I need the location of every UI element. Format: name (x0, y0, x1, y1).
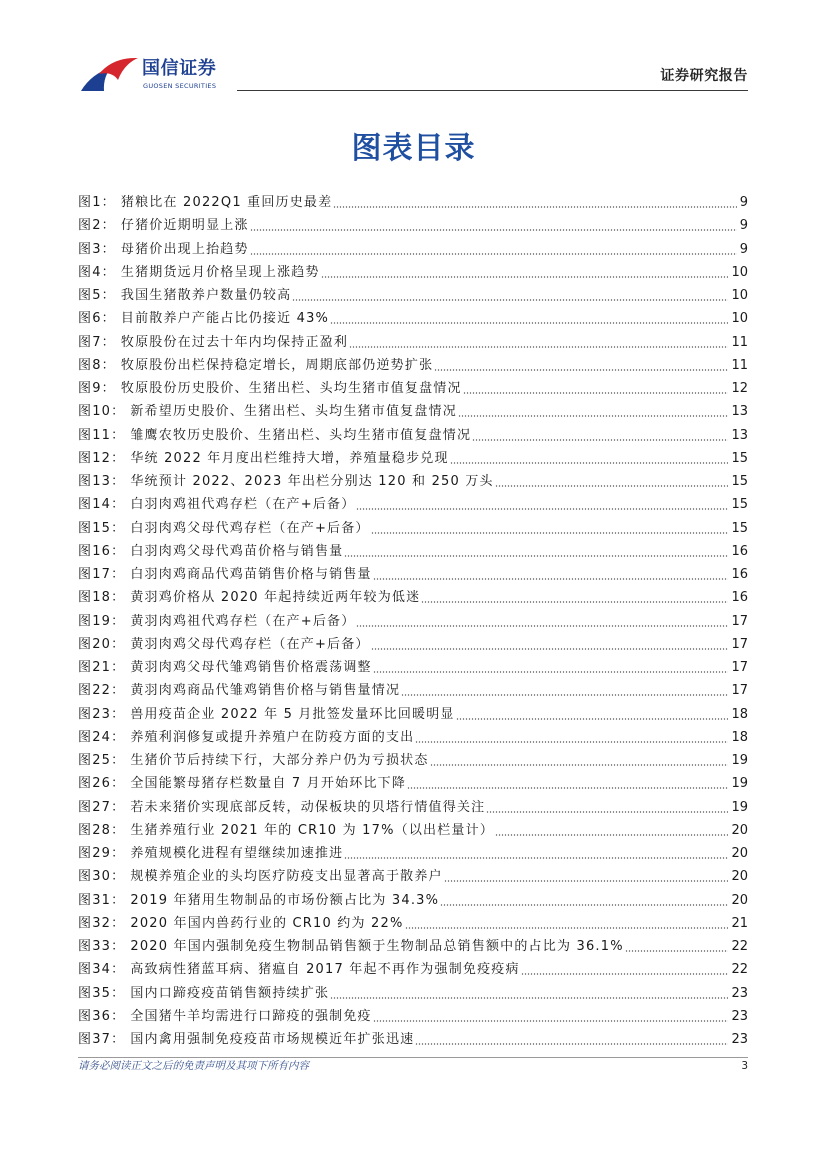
toc-entry[interactable] (78, 563, 748, 586)
toc-entry-dot-leader (405, 927, 729, 929)
toc-entry-page: 23 (731, 1008, 748, 1024)
toc-entry-dot-leader (250, 229, 737, 231)
toc-entry-label: 图28： (78, 822, 126, 838)
toc-entry-title: 黄羽肉鸡商品代雏鸡销售价格与销售量情况 (130, 683, 401, 699)
toc-entry-dot-leader (521, 973, 729, 975)
toc-entry[interactable] (78, 749, 748, 772)
toc-entry-title: 国内口蹄疫疫苗销售额持续扩张 (130, 985, 330, 1001)
toc-title: 图表目录 (351, 131, 476, 166)
toc-entry-title: 若未来猪价实现底部反转，动保板块的贝塔行情值得关注 (130, 799, 486, 815)
toc-entry-dot-leader (472, 439, 728, 441)
toc-entry[interactable] (78, 772, 748, 795)
toc-entry[interactable] (78, 1005, 748, 1028)
guosen-logo-icon (80, 57, 138, 92)
toc-entry[interactable] (78, 633, 748, 656)
toc-entry-dot-leader (625, 950, 729, 952)
toc-entry-label: 图20： (78, 636, 126, 652)
toc-entry-page: 19 (731, 799, 748, 815)
toc-entry-label: 图3： (78, 241, 116, 257)
toc-entry-title: 白羽肉鸡商品代鸡苗销售价格与销售量 (130, 567, 372, 582)
toc-entry-dot-leader (430, 764, 729, 766)
toc-entry[interactable] (78, 331, 748, 354)
toc-entry[interactable] (78, 819, 748, 842)
toc-entry-dot-leader (373, 671, 729, 673)
toc-entry[interactable] (78, 238, 748, 261)
toc-entry-dot-leader (486, 811, 728, 813)
toc-entry-page: 21 (731, 915, 748, 931)
toc-entry-page: 13 (731, 404, 748, 420)
toc-entry-label: 图6： (78, 311, 116, 327)
toc-entry-dot-leader (292, 299, 728, 301)
toc-entry-dot-leader (456, 718, 729, 720)
toc-entry-page: 22 (731, 939, 748, 954)
toc-entry[interactable] (78, 982, 748, 1005)
toc-entry-label: 图32： (78, 915, 126, 931)
toc-entry-label: 图30： (78, 869, 126, 885)
toc-entry-title: 猪粮比在 2022Q1 重回历史最差 (120, 195, 333, 210)
toc-entry-page: 19 (731, 753, 748, 768)
toc-entry-title: 2020 年国内兽药行业的 CR10 约为 22% (130, 915, 404, 931)
toc-entry-title: 华统 2022 年月度出栏维持大增，养殖量稳步兑现 (130, 450, 449, 466)
toc-entry-title: 黄羽鸡价格从 2020 年起持续近两年较为低迷 (130, 590, 421, 606)
footer-page-number: 3 (741, 1060, 748, 1072)
toc-entry-title: 高致病性猪蓝耳病、猪瘟自 2017 年起不再作为强制免疫疫病 (130, 962, 520, 978)
toc-entry-dot-leader (356, 508, 728, 510)
toc-entry[interactable] (78, 307, 748, 330)
toc-entry-title: 2019 年猪用生物制品的市场份额占比为 34.3% (130, 892, 440, 908)
toc-entry-title: 生猪养殖行业 2021 年的 CR10 为 17%（以出栏量计） (130, 822, 495, 838)
toc-entry[interactable] (78, 377, 748, 400)
toc-entry-dot-leader (371, 648, 729, 650)
toc-entry-dot-leader (495, 834, 728, 836)
toc-entry[interactable] (78, 214, 748, 237)
toc-entry[interactable] (78, 191, 748, 214)
toc-entry[interactable] (78, 261, 748, 284)
toc-entry-page: 20 (731, 822, 748, 838)
toc-entry-title: 目前散养户产能占比仍接近 43% (120, 311, 330, 327)
toc-entry-title: 全国猪牛羊均需进行口蹄疫的强制免疫 (130, 1008, 372, 1024)
toc-entry-dot-leader (321, 276, 729, 278)
toc-entry-page: 22 (731, 962, 748, 978)
toc-entry[interactable] (78, 540, 748, 563)
toc-entry-page: 17 (731, 660, 748, 675)
toc-entry-title: 养殖规模化进程有望继续加速推进 (130, 846, 344, 861)
toc-entry-dot-leader (463, 392, 729, 394)
toc-entry-title: 我国生猪散养户数量仍较高 (120, 288, 292, 303)
toc-entry[interactable] (78, 470, 748, 493)
toc-entry-page: 17 (731, 683, 748, 699)
toc-entry[interactable] (78, 865, 748, 888)
toc-entry-page: 17 (731, 636, 748, 652)
toc-entry-label: 图18： (78, 590, 126, 606)
toc-entry[interactable] (78, 958, 748, 981)
toc-entry-label: 图36： (78, 1008, 126, 1024)
toc-entry-label: 图10： (78, 404, 126, 420)
toc-entry-title: 白羽肉鸡祖代鸡存栏（在产+后备） (130, 497, 356, 513)
toc-entry-title: 养殖利润修复或提升养殖户在防疫方面的支出 (130, 729, 415, 745)
toc-entry[interactable] (78, 796, 748, 819)
toc-entry-page: 9 (739, 241, 748, 257)
toc-entry[interactable] (78, 610, 748, 633)
footer-disclaimer: 请务必阅读正文之后的免责声明及其项下所有内容 (78, 1060, 309, 1072)
toc-entry-dot-leader (444, 880, 729, 882)
toc-entry-label: 图33： (78, 939, 126, 954)
toc-list (78, 191, 748, 1051)
toc-entry-title: 雏鹰农牧历史股价、生猪出栏、头均生猪市值复盘情况 (130, 427, 472, 443)
toc-entry-title: 国内禽用强制免疫疫苗市场规模近年扩张迅速 (130, 1032, 415, 1047)
toc-entry-label: 图9： (78, 381, 116, 396)
toc-entry-title: 仔猪价近期明显上涨 (120, 218, 249, 234)
toc-entry-dot-leader (356, 625, 728, 627)
toc-entry-page: 16 (731, 543, 748, 559)
toc-entry-page: 16 (731, 567, 748, 582)
toc-entry-dot-leader (371, 532, 729, 534)
toc-entry-dot-leader (450, 462, 729, 464)
toc-entry-page: 16 (731, 590, 748, 606)
toc-entry-title: 2020 年国内强制免疫生物制品销售额于生物制品总销售额中的占比为 36.1% (130, 939, 624, 954)
toc-entry-page: 18 (731, 729, 748, 745)
toc-entry[interactable] (78, 1028, 748, 1051)
toc-entry-title: 规模养殖企业的头均医疗防疫支出显著高于散养户 (130, 869, 443, 885)
toc-entry[interactable] (78, 284, 748, 307)
toc-entry-label: 图31： (78, 892, 126, 908)
toc-entry[interactable] (78, 354, 748, 377)
toc-entry[interactable] (78, 889, 748, 912)
toc-entry-page: 20 (731, 846, 748, 861)
toc-entry-title: 黄羽肉鸡父母代雏鸡销售价格震荡调整 (130, 660, 372, 675)
footer-rule (78, 1057, 748, 1058)
toc-entry-dot-leader (344, 555, 728, 557)
toc-entry-label: 图19： (78, 613, 126, 629)
toc-entry-label: 图27： (78, 799, 126, 815)
toc-entry-page: 15 (731, 474, 748, 489)
toc-entry-title: 兽用疫苗企业 2022 年 5 月批签发量环比回暖明显 (130, 706, 455, 722)
toc-entry-title: 黄羽肉鸡父母代鸡存栏（在产+后备） (130, 636, 370, 652)
toc-entry-page: 23 (731, 1032, 748, 1047)
toc-entry-label: 图12： (78, 450, 126, 466)
toc-entry-dot-leader (373, 578, 729, 580)
toc-entry-title: 白羽肉鸡父母代鸡苗价格与销售量 (130, 543, 344, 559)
toc-entry-dot-leader (407, 787, 728, 789)
toc-entry-title: 生猪期货远月价格呈现上涨趋势 (120, 264, 320, 280)
toc-entry-label: 图2： (78, 218, 116, 234)
company-name: 国信证券 (142, 58, 217, 79)
toc-entry[interactable] (78, 447, 748, 470)
toc-entry-dot-leader (434, 369, 728, 371)
toc-entry-label: 图17： (78, 567, 126, 582)
toc-entry[interactable] (78, 842, 748, 865)
toc-entry-page: 10 (731, 288, 748, 303)
toc-entry-label: 图21： (78, 660, 126, 675)
toc-entry-label: 图34： (78, 962, 126, 978)
toc-entry-label: 图5： (78, 288, 116, 303)
toc-entry-label: 图14： (78, 497, 126, 513)
toc-entry-dot-leader (458, 415, 729, 417)
toc-entry-label: 图4： (78, 264, 116, 280)
toc-entry-title: 华统预计 2022、2023 年出栏分别达 120 和 250 万头 (130, 474, 494, 489)
toc-entry-dot-leader (495, 485, 729, 487)
toc-entry-dot-leader (349, 346, 728, 348)
toc-entry-label: 图25： (78, 753, 126, 768)
toc-entry-title: 母猪价出现上抬趋势 (120, 241, 249, 257)
toc-entry-label: 图16： (78, 543, 126, 559)
toc-entry-page: 10 (731, 311, 748, 327)
toc-entry-dot-leader (250, 253, 737, 255)
toc-entry[interactable] (78, 424, 748, 447)
toc-entry-dot-leader (415, 741, 728, 743)
toc-entry-page: 19 (731, 776, 748, 792)
toc-entry-label: 图13： (78, 474, 126, 489)
toc-entry[interactable] (78, 935, 748, 958)
toc-entry-dot-leader (333, 206, 736, 208)
toc-entry-page: 9 (739, 195, 748, 210)
toc-entry[interactable] (78, 493, 748, 516)
toc-entry[interactable] (78, 656, 748, 679)
toc-entry-page: 10 (731, 264, 748, 280)
toc-entry-page: 11 (731, 357, 748, 373)
toc-entry-label: 图24： (78, 729, 126, 745)
toc-entry-label: 图37： (78, 1032, 126, 1047)
toc-entry[interactable] (78, 400, 748, 423)
toc-entry-title: 生猪价节后持续下行，大部分养户仍为亏损状态 (130, 753, 429, 768)
toc-entry-title: 牧原股份在过去十年内均保持正盈利 (120, 334, 349, 350)
toc-entry[interactable] (78, 912, 748, 935)
toc-entry-title: 牧原股份出栏保持稳定增长，周期底部仍逆势扩张 (120, 357, 434, 373)
toc-entry-label: 图23： (78, 706, 126, 722)
toc-entry-page: 20 (731, 869, 748, 885)
toc-entry-label: 图7： (78, 334, 116, 350)
toc-entry-dot-leader (401, 694, 728, 696)
toc-entry-title: 白羽肉鸡父母代鸡存栏（在产+后备） (130, 520, 370, 536)
toc-entry-label: 图8： (78, 357, 116, 373)
company-name-en: GUOSEN SECURITIES (143, 82, 217, 90)
toc-entry-dot-leader (440, 904, 728, 906)
toc-entry-dot-leader (344, 857, 728, 859)
toc-entry-label: 图11： (78, 427, 126, 443)
toc-entry-label: 图35： (78, 985, 126, 1001)
toc-entry[interactable] (78, 586, 748, 609)
toc-entry[interactable] (78, 726, 748, 749)
toc-entry-page: 9 (739, 218, 748, 234)
toc-entry-page: 13 (731, 427, 748, 443)
toc-entry-label: 图26： (78, 776, 126, 792)
toc-entry-dot-leader (330, 322, 728, 324)
toc-entry-dot-leader (373, 1020, 729, 1022)
toc-entry-dot-leader (415, 1043, 728, 1045)
toc-entry[interactable] (78, 703, 748, 726)
toc-entry-label: 图22： (78, 683, 126, 699)
toc-entry-title: 新希望历史股价、生猪出栏、头均生猪市值复盘情况 (130, 404, 457, 420)
toc-entry-page: 20 (731, 892, 748, 908)
toc-entry-page: 11 (731, 334, 748, 350)
toc-entry-dot-leader (330, 997, 728, 999)
toc-entry-title: 牧原股份历史股价、生猪出栏、头均生猪市值复盘情况 (120, 381, 462, 396)
toc-entry-page: 18 (731, 706, 748, 722)
toc-entry-title: 全国能繁母猪存栏数量自 7 月开始环比下降 (130, 776, 407, 792)
toc-entry[interactable] (78, 679, 748, 702)
toc-entry-dot-leader (421, 601, 728, 603)
toc-entry-label: 图29： (78, 846, 126, 861)
toc-entry-label: 图1： (78, 195, 116, 210)
toc-entry-page: 12 (731, 381, 748, 396)
toc-entry-label: 图15： (78, 520, 126, 536)
toc-entry-title: 黄羽肉鸡祖代鸡存栏（在产+后备） (130, 613, 356, 629)
toc-entry-page: 15 (731, 450, 748, 466)
toc-entry-page: 15 (731, 497, 748, 513)
toc-entry-page: 17 (731, 613, 748, 629)
toc-entry-page: 23 (731, 985, 748, 1001)
report-type-label: 证券研究报告 (660, 68, 748, 84)
toc-entry-page: 15 (731, 520, 748, 536)
toc-entry[interactable] (78, 517, 748, 540)
header-rule (237, 90, 748, 91)
